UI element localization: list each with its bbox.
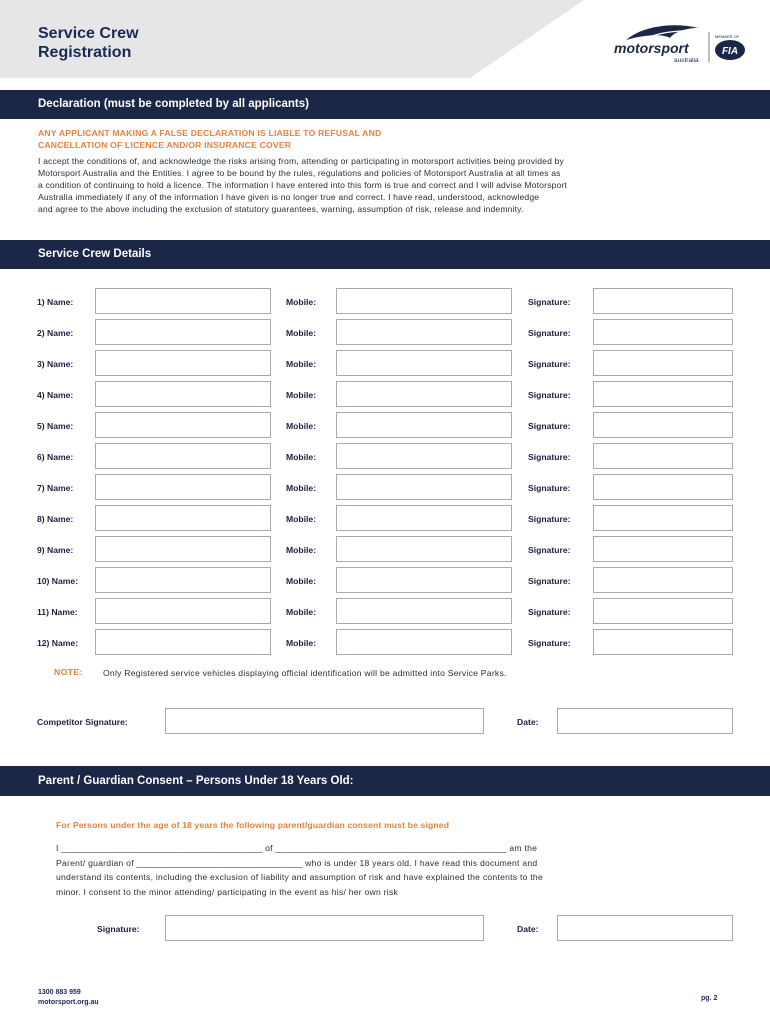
competitor-signature-row (0, 708, 770, 736)
crew-name-label: 7) Name: (37, 483, 74, 493)
competitor-date-field[interactable] (557, 708, 733, 734)
crew-signature-label: Signature: (528, 514, 571, 524)
crew-signature-field[interactable] (593, 350, 733, 376)
note-text: Only Registered service vehicles displaying official identification will be admitted into Service Parks. (103, 668, 507, 678)
crew-signature-label: Signature: (528, 297, 571, 307)
crew-name-field[interactable] (95, 505, 271, 531)
crew-name-label: 6) Name: (37, 452, 74, 462)
crew-signature-label: Signature: (528, 638, 571, 648)
consent-line: Parent/ guardian of _________________________________ who is under 18 years old. I have read this document and (56, 857, 538, 868)
crew-mobile-field[interactable] (336, 412, 512, 438)
crew-signature-label: Signature: (528, 421, 571, 431)
consent-signature-label: Signature: (97, 924, 140, 934)
crew-name-label: 11) Name: (37, 607, 78, 617)
consent-line: minor. I consent to the minor attending/ participating in the event as his/ her own risk (56, 886, 399, 897)
crew-signature-label: Signature: (528, 483, 571, 493)
crew-row (0, 412, 770, 440)
crew-row (0, 381, 770, 409)
crew-mobile-label: Mobile: (286, 607, 317, 617)
page-number: pg. 2 (701, 995, 718, 1002)
competitor-signature-field[interactable] (165, 708, 484, 734)
consent-instruction: For Persons under the age of 18 years the following parent/guardian consent must be signed (56, 820, 450, 830)
crew-signature-label: Signature: (528, 452, 571, 462)
crew-mobile-label: Mobile: (286, 638, 317, 648)
crew-mobile-label: Mobile: (286, 328, 317, 338)
title-line-1: Service Crew (38, 25, 139, 42)
crew-name-field[interactable] (95, 288, 271, 314)
crew-signature-field[interactable] (593, 536, 733, 562)
title-line-2: Registration (38, 44, 132, 61)
crew-name-field[interactable] (95, 319, 271, 345)
crew-heading: Service Crew Details (38, 248, 152, 260)
consent-line: understand its contents, including the exclusion of liability and assumption of risk and have explained the contents to the (56, 872, 543, 882)
note-label: NOTE: (54, 667, 83, 677)
crew-signature-field[interactable] (593, 288, 733, 314)
crew-mobile-field[interactable] (336, 288, 512, 314)
warning-line-2: CANCELLATION OF LICENCE AND/OR INSURANCE COVER (38, 140, 292, 150)
crew-mobile-field[interactable] (336, 567, 512, 593)
crew-mobile-label: Mobile: (286, 421, 317, 431)
crew-name-label: 3) Name: (37, 359, 74, 369)
crew-mobile-label: Mobile: (286, 452, 317, 462)
motorsport-australia-logo (612, 22, 750, 66)
declaration-warning (38, 127, 498, 151)
crew-name-field[interactable] (95, 598, 271, 624)
declaration-text (38, 155, 728, 215)
logo-member-of: MEMBER OF (715, 34, 740, 39)
crew-name-field[interactable] (95, 350, 271, 376)
crew-mobile-label: Mobile: (286, 576, 317, 586)
crew-name-field[interactable] (95, 474, 271, 500)
logo-brand-text: motorsport (614, 40, 689, 56)
crew-mobile-field[interactable] (336, 629, 512, 655)
crew-row (0, 474, 770, 502)
crew-signature-label: Signature: (528, 328, 571, 338)
consent-text (56, 841, 706, 899)
crew-row (0, 288, 770, 316)
crew-mobile-label: Mobile: (286, 390, 317, 400)
crew-name-label: 10) Name: (37, 576, 79, 586)
crew-mobile-label: Mobile: (286, 297, 317, 307)
competitor-date-label: Date: (517, 717, 539, 727)
crew-signature-label: Signature: (528, 576, 571, 586)
crew-name-label: 1) Name: (37, 297, 74, 307)
warning-line-1: ANY APPLICANT MAKING A FALSE DECLARATION IS LIABLE TO REFUSAL AND (38, 128, 382, 138)
crew-mobile-field[interactable] (336, 598, 512, 624)
crew-name-field[interactable] (95, 567, 271, 593)
crew-signature-field[interactable] (593, 474, 733, 500)
crew-signature-field[interactable] (593, 319, 733, 345)
crew-name-field[interactable] (95, 536, 271, 562)
crew-row (0, 319, 770, 347)
crew-name-field[interactable] (95, 381, 271, 407)
crew-signature-field[interactable] (593, 412, 733, 438)
crew-mobile-field[interactable] (336, 319, 512, 345)
declaration-line: Motorsport Australia and the Entities. I agree to be bound by the rules, regulations and policies of Motorsport Australia at all times as (38, 168, 561, 178)
crew-mobile-label: Mobile: (286, 359, 317, 369)
crew-name-label: 2) Name: (37, 328, 74, 338)
crew-signature-field[interactable] (593, 598, 733, 624)
consent-heading: Parent / Guardian Consent – Persons Under 18 Years Old: (38, 775, 354, 787)
crew-heading-bar (0, 240, 770, 269)
crew-mobile-field[interactable] (336, 350, 512, 376)
crew-mobile-field[interactable] (336, 536, 512, 562)
crew-signature-label: Signature: (528, 607, 571, 617)
crew-name-label: 9) Name: (37, 545, 74, 555)
crew-mobile-label: Mobile: (286, 483, 317, 493)
crew-name-label: 5) Name: (37, 421, 74, 431)
crew-name-label: 4) Name: (37, 390, 74, 400)
crew-row (0, 536, 770, 564)
footer-contact (38, 988, 99, 1008)
crew-mobile-field[interactable] (336, 474, 512, 500)
crew-row (0, 350, 770, 378)
crew-signature-field[interactable] (593, 381, 733, 407)
declaration-line: I accept the conditions of, and acknowledge the risks arising from, attending or participating in motorsport activities being provided by (38, 156, 564, 166)
consent-signature-field[interactable] (165, 915, 484, 941)
crew-mobile-field[interactable] (336, 443, 512, 469)
footer-website[interactable]: motorsport.org.au (38, 999, 99, 1006)
crew-signature-label: Signature: (528, 545, 571, 555)
crew-name-field[interactable] (95, 412, 271, 438)
consent-date-field[interactable] (557, 915, 733, 941)
competitor-signature-label: Competitor Signature: (37, 717, 128, 727)
crew-mobile-field[interactable] (336, 505, 512, 531)
crew-signature-field[interactable] (593, 567, 733, 593)
consent-heading-bar (0, 766, 770, 796)
crew-signature-field[interactable] (593, 505, 733, 531)
logo-fia-text: FIA (721, 46, 739, 57)
crew-mobile-label: Mobile: (286, 545, 317, 555)
crew-mobile-label: Mobile: (286, 514, 317, 524)
crew-name-label: 8) Name: (37, 514, 74, 524)
footer-phone: 1300 883 959 (38, 989, 81, 996)
crew-signature-label: Signature: (528, 359, 571, 369)
consent-date-label: Date: (517, 924, 539, 934)
crew-signature-label: Signature: (528, 390, 571, 400)
crew-row (0, 443, 770, 471)
crew-mobile-field[interactable] (336, 381, 512, 407)
crew-row (0, 598, 770, 626)
consent-line: I ________________________________________ of ______________________________________________ am the (56, 843, 538, 853)
page-title (38, 24, 139, 62)
declaration-heading: Declaration (must be completed by all applicants) (38, 98, 309, 110)
crew-name-field[interactable] (95, 629, 271, 655)
crew-row (0, 505, 770, 533)
crew-signature-field[interactable] (593, 443, 733, 469)
crew-signature-field[interactable] (593, 629, 733, 655)
crew-row (0, 567, 770, 595)
declaration-line: a condition of continuing to hold a licence. The information I have entered into this form is true and correct and I will advise Motorsport (38, 180, 567, 190)
crew-row (0, 629, 770, 657)
declaration-line: and agree to the above including the exclusion of statutory guarantees, warning, assumption of risk, release and indemnity. (38, 204, 524, 214)
crew-name-field[interactable] (95, 443, 271, 469)
consent-signature-row (0, 915, 770, 943)
crew-name-label: 12) Name: (37, 638, 79, 648)
logo-sub-text: australia (674, 57, 699, 64)
declaration-line: Australia immediately if any of the information I have given is no longer true and correct. I have read, understood, acknowledge (38, 192, 540, 202)
declaration-heading-bar (0, 90, 770, 119)
